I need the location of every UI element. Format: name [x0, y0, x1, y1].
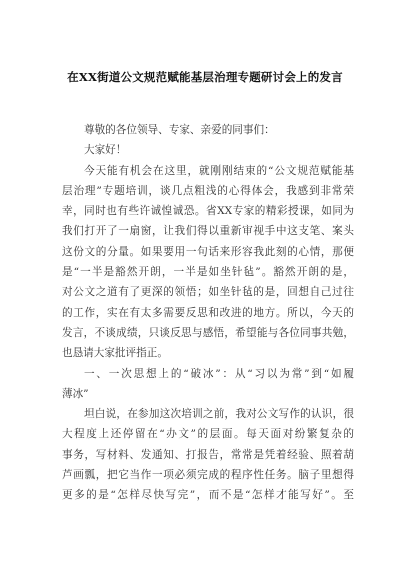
body-line: 大家好！ [84, 144, 127, 157]
body-line: 是“一半是豁然开朗，一半是如坐针毡”。豁然开朗的是， [62, 266, 354, 279]
body-line: 的工作，实在有太多需要反思和改进的地方。所以，今天的 [62, 306, 354, 319]
body-line: 幸，同时也有些许诚惶诚恐。省XX专家的精彩授课，如同为 [62, 205, 354, 218]
document-title: 在XX街道公文规范赋能基层治理专题研讨会上的发言 [67, 70, 343, 84]
document-body [62, 120, 354, 506]
body-line: 一、一次思想上的“破冰”：从“习以为常”到“如履 [84, 367, 354, 380]
body-line: 这份文的分量。如果要用一句话来形容我此刻的心情，那便 [62, 245, 354, 258]
body-line: 层治理”专题培训，谈几点粗浅的心得体会，我感到非常荣 [62, 184, 354, 197]
body-line: 大程度上还停留在“办文”的层面。每天面对纷繁复杂的 [62, 428, 354, 441]
body-line: 今天能有机会在这里，就刚刚结束的“公文规范赋能基 [84, 164, 354, 177]
body-line: 芦画瓢，把它当作一项必须完成的程序性任务。脑子里想得 [62, 469, 354, 482]
body-line: 对公文之道有了更深的领悟；如坐针毡的是，回想自己过往 [62, 286, 354, 299]
body-line: 更多的是“怎样尽快写完”，而不是“怎样才能写好”。至 [62, 489, 354, 502]
body-line: 发言，不谈成绩，只谈反思与感悟，希望能与各位同事共勉， [62, 326, 354, 339]
body-line: 我们打开了一扇窗，让我们得以重新审视手中这支笔、案头 [62, 225, 354, 238]
body-line: 也恳请大家批评指正。 [62, 347, 168, 360]
body-line: 薄冰” [62, 387, 89, 400]
body-line: 尊敬的各位领导、专家、亲爱的同事们： [84, 124, 275, 136]
body-line: 坦白说，在参加这次培训之前，我对公文写作的认识，很 [84, 408, 354, 421]
body-line: 事务，写材料、发通知、打报告，常常是凭着经验、照着葫 [62, 448, 354, 461]
